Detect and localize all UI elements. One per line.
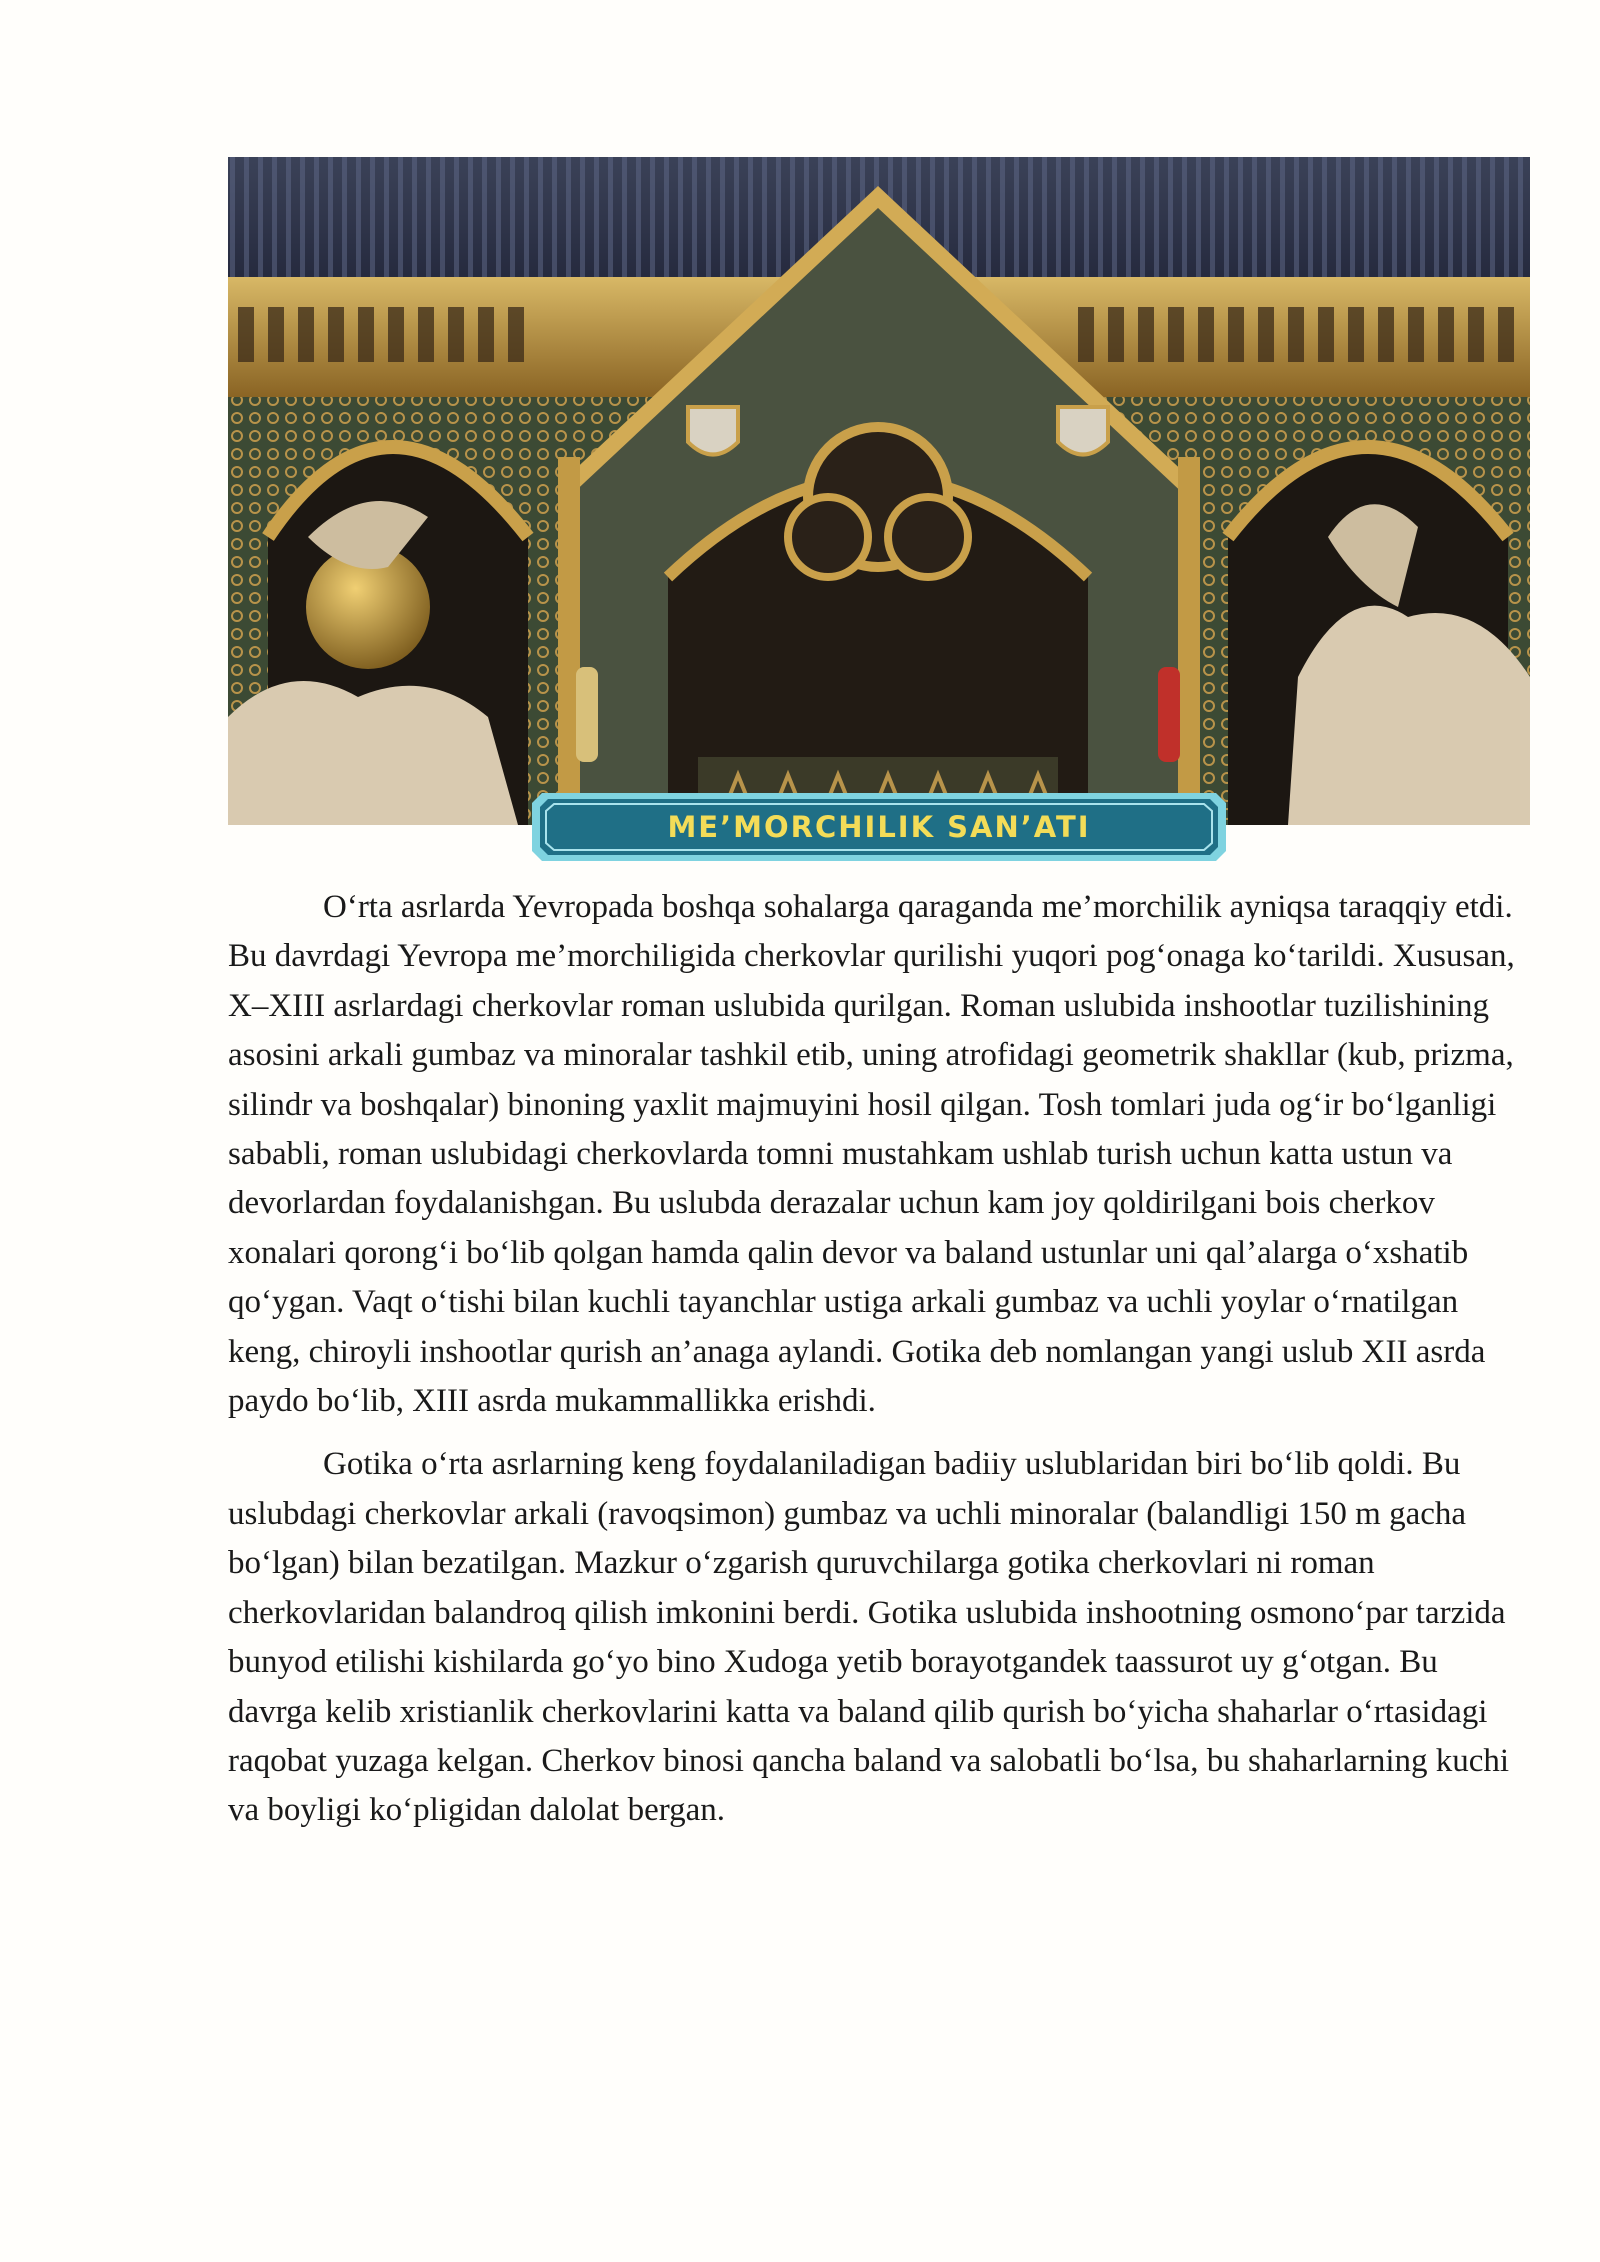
paragraph: O‘rta asrlarda Yevropada boshqa sohalarga qaraganda me’morchilik ayniqsa taraqqiy etdi. Bu davrdagi Yevropa me’morchiligida cherkovlar qurilishi yuqori pog‘onaga ko‘tarildi. Xususan, X–XIII asrlardagi cherkovlar roman uslubida qurilgan. Roman uslubida inshootlar tuzilishining asosini arkali gumbaz va minoralar tashkil etib, uning atrofidagi geometrik shakllar (kub, prizma, silindr va boshqalar) binoning yaxlit majmuyini hosil qilgan. Tosh tomlari juda og‘ir bo‘lganligi sababli, roman uslubidagi cherkovlarda tomni mustahkam ushlab turish uchun katta ustun va devorlardan foydalanishgan. Bu uslubda derazalar uchun kam joy qoldirilgani bois cherkov xonalari qorong‘i bo‘lib qolgan hamda qalin devor va baland ustunlar uni qal’alarga o‘xshatib qo‘ygan. Vaqt o‘tishi bilan kuchli tayanchlar ustiga arkali gumbaz va uchli yoylar o‘rnatilgan keng, chiroyli inshootlar qurish an’anaga aylandi. Gotika deb nomlangan yangi uslub XII asrda paydo bo‘lib, XIII asrda mukammallikka erishdi. — [228, 889, 1515, 1420]
article-body — [228, 883, 1524, 1850]
section-title-banner — [528, 789, 1230, 865]
paragraph: Gotika o‘rta asrlarning keng foydalaniladigan badiiy uslublaridan biri bo‘lib qoldi. Bu uslubdagi cherkovlar arkali (ravoqsimon) gumbaz va uchli minoralar (balandligi 150 m gacha bo‘lgan) bilan bezatilgan. Mazkur o‘zgarish quruvchilarga gotika cherkovlari ni roman cherkovlaridan balandroq qilish imkonini berdi. Gotika uslubida inshootning osmono‘par tarzida bunyod etilishi kishilarda go‘yo bino Xudoga yetib borayotgandek taassurot uy g‘otgan. Bu davrga kelib xristianlik cherkovlarini katta va baland qilib qurish bo‘yicha shaharlar o‘rtasidagi raqobat yuzaga kelgan. Cherkov binosi qancha baland va salobatli bo‘lsa, bu shaharlarning kuchi va boyligi ko‘pligidan dalolat bergan. — [228, 1446, 1510, 1829]
gothic-cathedral-image — [228, 157, 1530, 825]
section-title: ME’MORCHILIK SAN’ATI — [667, 810, 1091, 844]
